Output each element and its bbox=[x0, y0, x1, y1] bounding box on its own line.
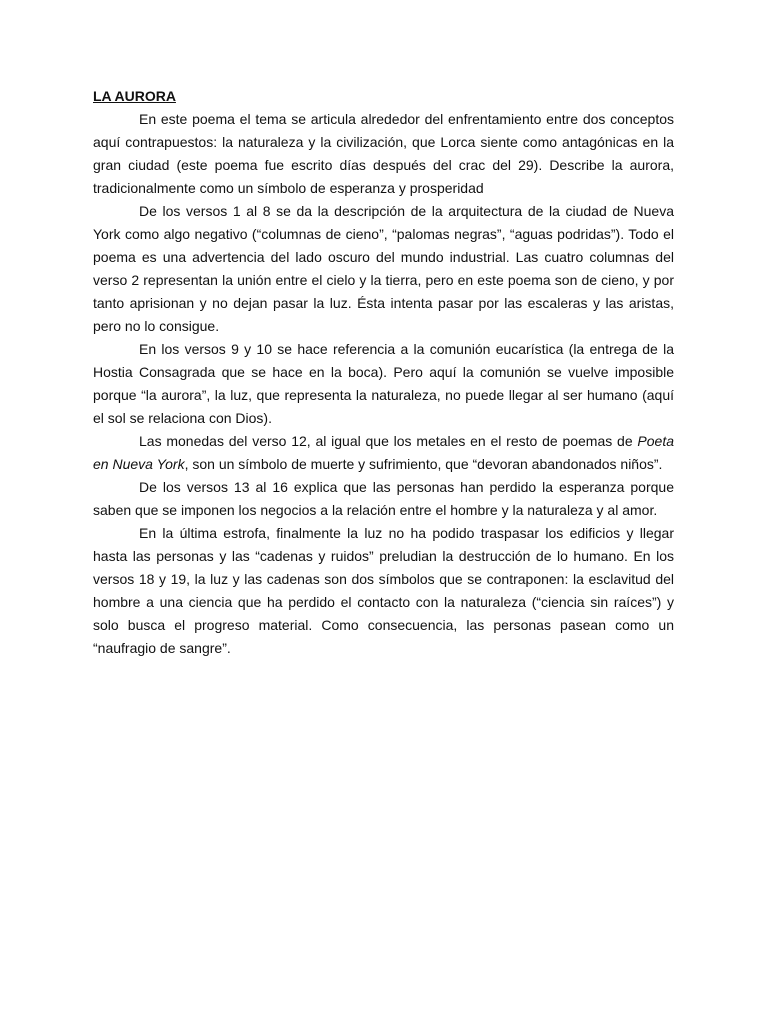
paragraph-6: En la última estrofa, finalmente la luz no ha podido traspasar los edificios y llegar hasta las personas y las “cadenas y ruidos” preludian la destrucción de lo humano. En los versos 18 y 19, la luz y las cadenas son dos símbolos que se contraponen: la esclavitud del hombre a una ciencia que ha perdido el contacto con la naturaleza (“ciencia sin raíces”) y solo busca el progreso material. Como consecuencia, las personas pasean como un “naufragio de sangre”. bbox=[93, 525, 674, 656]
document-title: LA AURORA bbox=[93, 88, 176, 104]
paragraph-5: De los versos 13 al 16 explica que las personas han perdido la esperanza porque saben que se imponen los negocios a la relación entre el hombre y la naturaleza y al amor. bbox=[93, 479, 674, 518]
paragraph-2: De los versos 1 al 8 se da la descripción de la arquitectura de la ciudad de Nueva York como algo negativo (“columnas de cieno”, “palomas negras”, “aguas podridas”). Todo el poema es una advertencia del lado oscuro del mundo industrial. Las cuatro columnas del verso 2 representan la unión entre el cielo y la tierra, pero en este poema son de cieno, y por tanto aprisionan y no dejan pasar la luz. Ésta intenta pasar por las escaleras y las aristas, pero no lo consigue. bbox=[93, 203, 674, 334]
paragraph-3: En los versos 9 y 10 se hace referencia a la comunión eucarística (la entrega de la Hostia Consagrada que se hace en la boca). Pero aquí la comunión se vuelve imposible porque “la aurora”, la luz, que representa la naturaleza, no puede llegar al ser humano (aquí el sol se relaciona con Dios). bbox=[93, 341, 674, 426]
document-body bbox=[93, 85, 674, 660]
paragraph-4-text-end: , son un símbolo de muerte y sufrimiento, que “devoran abandonados niños”. bbox=[184, 456, 663, 472]
paragraph-4-text-start: Las monedas del verso 12, al igual que los metales en el resto de poemas de bbox=[139, 433, 638, 449]
book-title-italic: Poeta en Nueva York bbox=[93, 433, 674, 472]
paragraph-1: En este poema el tema se articula alrededor del enfrentamiento entre dos conceptos aquí contrapuestos: la naturaleza y la civilización, que Lorca siente como antagónicas en la gran ciudad (este poema fue escrito días después del crac del 29). Describe la aurora, tradicionalmente como un símbolo de esperanza y prosperidad bbox=[93, 111, 674, 196]
paragraph-4 bbox=[93, 430, 674, 476]
